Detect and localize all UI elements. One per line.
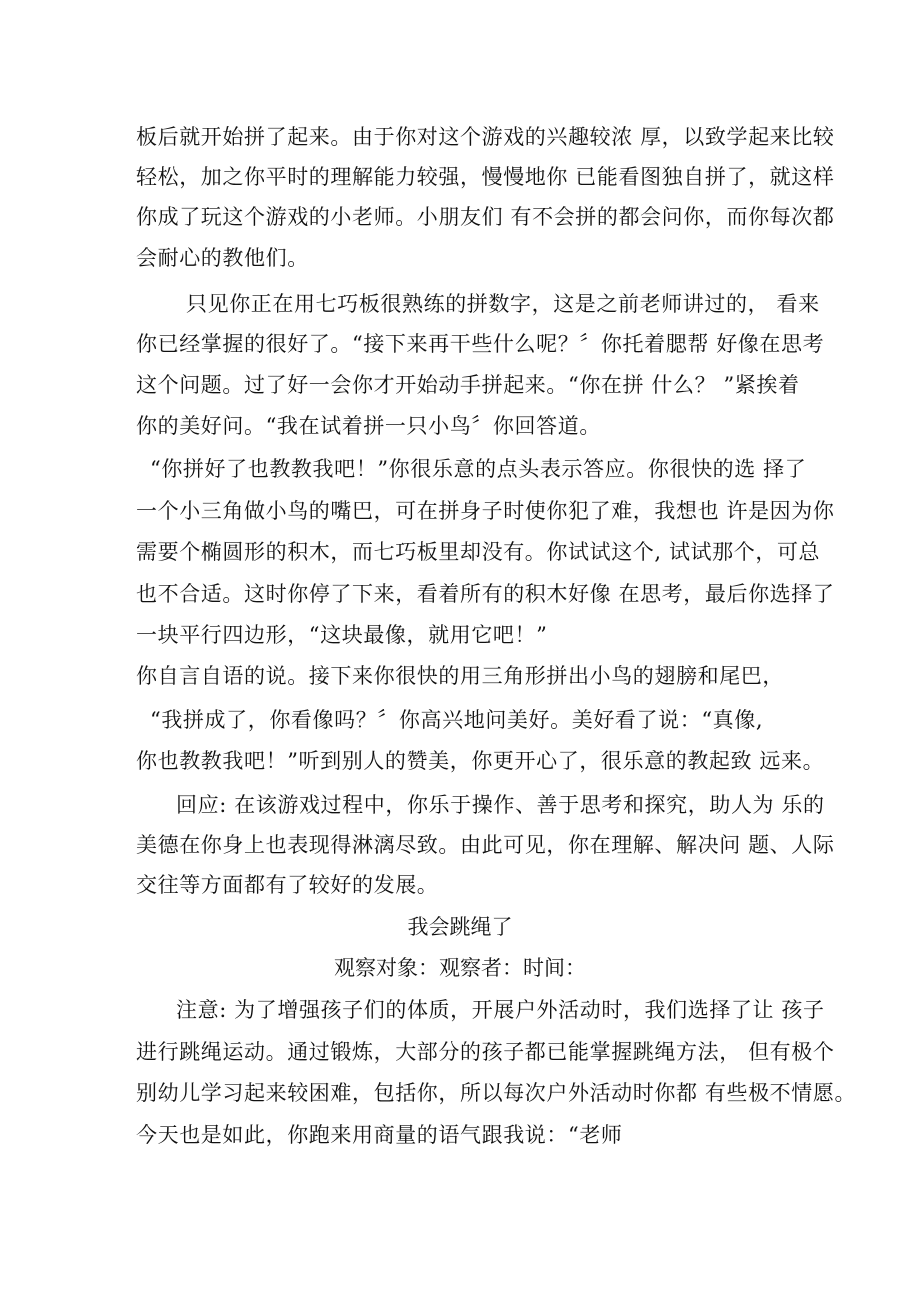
paragraph-2-line-4: 你的美好问。“我在试着拼一只小鸟〞你回答道。 (136, 414, 601, 438)
section-2-line-2: 进行跳绳运动。通过锻炼，大部分的孩子都已能掌握跳绳方法， 但有极个 (136, 1040, 835, 1064)
section-2-line-4: 今天也是如此，你跑来用商量的语气跟我说：“老师 (136, 1123, 623, 1147)
paragraph-3-line-5: 一块平行四边形，“这块最像，就用它吧！” (136, 623, 548, 647)
section-2-line-3: 别幼儿学习起来较困难，包括你，所以每次户外活动时你都 有些极不情愿。 (136, 1081, 857, 1105)
paragraph-1-line-3: 你成了玩这个游戏的小老师。小朋友们 有不会拼的都会问你，而你每次都 (136, 205, 835, 229)
section-2-line-1: 注意: 为了增强孩子们的体质，开展户外活动时，我们选择了让 孩子 (176, 998, 825, 1022)
paragraph-2-line-3: 这个问题。过了好一会你才开始动手拼起来。“你在拼 什么？ ”紧挨着 (136, 373, 800, 397)
paragraph-2-line-2: 你已经掌握的很好了。“接下来再干些什么呢？〞你托着腮帮 好像在思考 (136, 332, 825, 356)
paragraph-2-line-1: 只见你正在用七巧板很熟练的拼数字，这是之前老师讲过的， 看来 (186, 292, 820, 316)
response-line-2: 美德在你身上也表现得淋漓尽致。由此可见，你在理解、解决问 题、人际 (136, 833, 835, 857)
paragraph-3-line-8: 你也教教我吧！”听到别人的赞美，你更开心了，很乐意的教起致 远来。 (136, 749, 825, 773)
paragraph-3-line-2: 一个小三角做小鸟的嘴巴，可在拼身子时使你犯了难，我想也 许是因为你 (136, 499, 835, 523)
paragraph-1-line-1: 板后就开始拼了起来。由于你对这个游戏的兴趣较浓 厚，以致学起来比较 (136, 125, 835, 149)
response-line-3: 交往等方面都有了较好的发展。 (136, 873, 439, 897)
response-line-1: 回应: 在该游戏过程中，你乐于操作、善于思考和探究，助人为 乐的 (176, 793, 825, 817)
observation-meta: 观察对象：观察者：时间： (334, 956, 586, 980)
paragraph-3-line-7: “我拼成了，你看像吗？〞你高兴地问美好。美好看了说：“真像, (150, 708, 764, 732)
paragraph-1-line-2: 轻松，加之你平时的理解能力较强，慢慢地你 已能看图独自拼了，就这样 (136, 165, 835, 189)
section-title: 我会跳绳了 (407, 915, 513, 939)
paragraph-3-line-6: 你自言自语的说。接下来你很快的用三角形拼出小鸟的翅膀和尾巴， (136, 664, 784, 688)
paragraph-1-line-4: 会耐心的教他们。 (136, 246, 309, 270)
paragraph-3-line-1: “你拼好了也教教我吧！”你很乐意的点头表示答应。你很快的选 择了 (150, 457, 807, 481)
paragraph-3-line-4: 也不合适。这时你停了下来，看着所有的积木好像 在思考，最后你选择了 (136, 582, 835, 606)
paragraph-3-line-3: 需要个椭圆形的积木，而七巧板里却没有。你试试这个, 试试那个，可总 (136, 540, 821, 564)
